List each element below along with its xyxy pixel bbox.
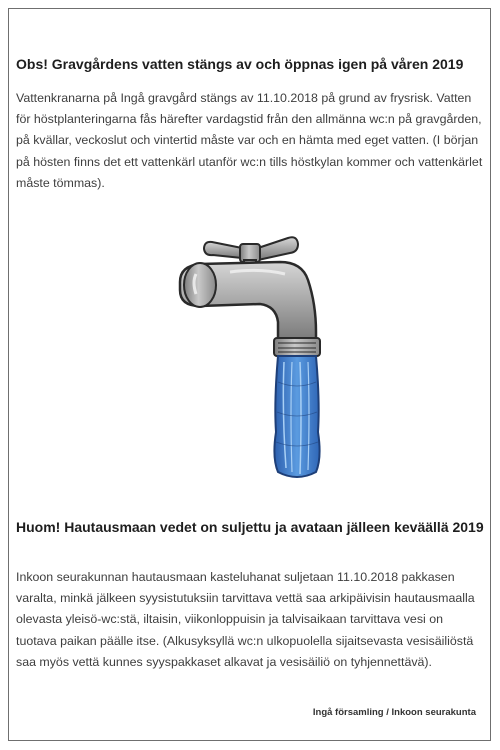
finnish-notice-title: Huom! Hautausmaan vedet on suljettu ja avataan jälleen keväällä 2019 [16, 519, 484, 535]
water-stream [274, 356, 319, 477]
faucet-nozzle [274, 338, 320, 356]
finnish-notice-body: Inkoon seurakunnan hautausmaan kasteluhanat suljetaan 11.10.2018 pakkasen varalta, minkä jälkeen syysistutuksiin tarvittava vettä saa arkipäivisin hautausmaalla olevasta yleisö-wc:stä, iltaisin, viikonloppuisin ja talvisaikaan tarvittava vesi on tuotava paikan päälle itse. (Alkusyksyllä wc:n ulkopuolella sijaitsevasta vesisäiliöstä saa myös vettä kunnes syyspakkaset alkavat ja vesisäiliö on tyhjennettävä). [16, 570, 475, 669]
swedish-notice-body: Vattenkranarna på Ingå gravgård stängs av 11.10.2018 på grund av frysrisk. Vatten för höstplanteringarna fås härefter vardagstid från den allmänna wc:n på gravgården, på kvällar, veckoslut och vintertid måste var och en hämta med eget vatten. (I början på hösten finns det ett vattenkärl utanför wc:n tills höstkylan kommer och vattenkärlet måste tömmas). [16, 91, 483, 190]
water-faucet-icon [170, 222, 330, 484]
swedish-notice-title: Obs! Gravgårdens vatten stängs av och öppnas igen på våren 2019 [16, 56, 464, 72]
faucet-body [180, 262, 316, 340]
parish-footer: Ingå församling / Inkoon seurakunta [312, 707, 476, 718]
